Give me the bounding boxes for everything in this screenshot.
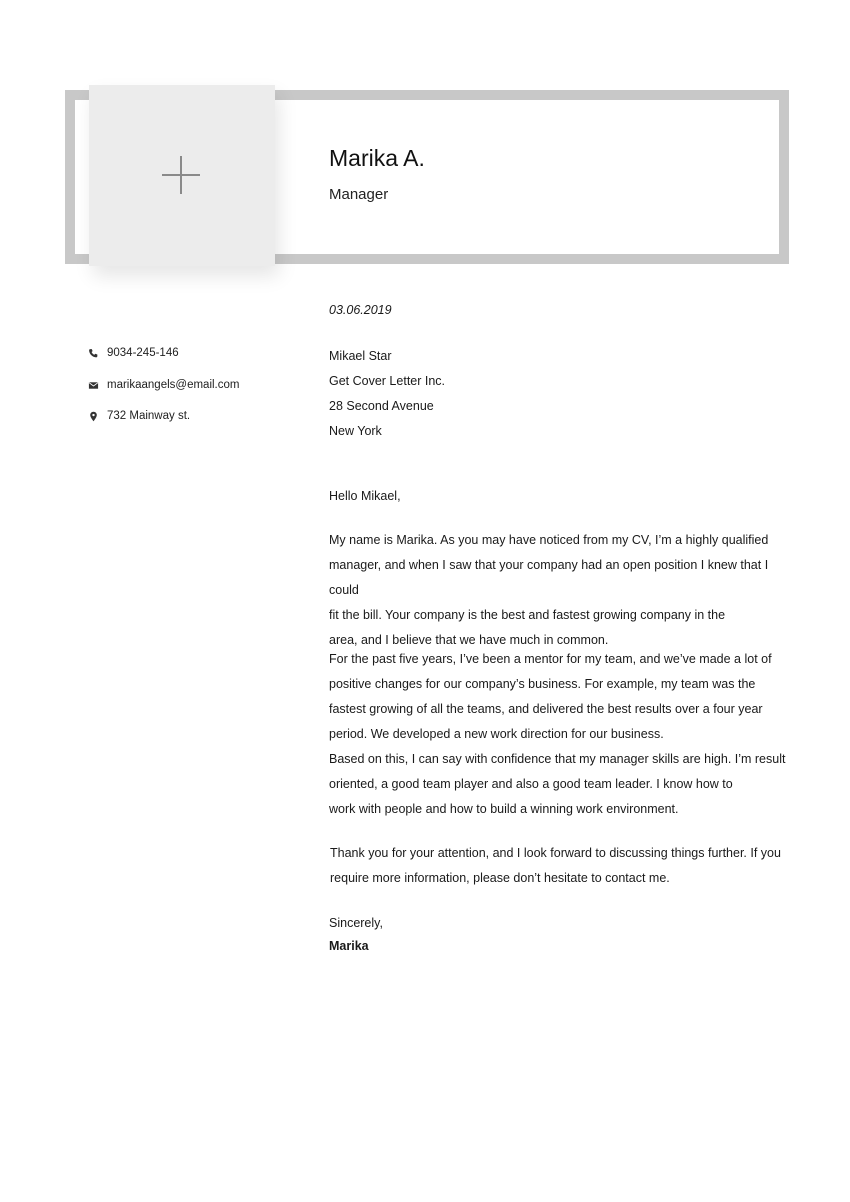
paragraph-line: Based on this, I can say with confidence that my manager skills are high. I’m result: [329, 752, 786, 766]
recipient-street: 28 Second Avenue: [329, 399, 434, 413]
paragraph-line: My name is Marika. As you may have noticed from my CV, I’m a highly qualified: [329, 533, 769, 547]
location-pin-icon: [88, 411, 99, 422]
recipient-company: Get Cover Letter Inc.: [329, 374, 446, 388]
contact-phone-text: 9034-245-146: [107, 347, 179, 359]
paragraph-line: positive changes for our company’s business. For example, my team was the: [329, 677, 756, 691]
paragraph-line: fit the bill. Your company is the best and fastest growing company in the: [329, 608, 726, 622]
letter-paragraph-2: [329, 647, 791, 822]
email-icon: [88, 380, 99, 391]
paragraph-line: manager, and when I saw that your company had an open position I knew that I could: [329, 558, 769, 597]
contact-phone: [88, 347, 179, 359]
contact-address: [88, 410, 190, 422]
recipient-block: [329, 344, 791, 444]
paragraph-line: require more information, please don’t hesitate to contact me.: [330, 871, 670, 885]
candidate-title: Manager: [329, 186, 389, 203]
letter-closing-block: [329, 912, 791, 958]
photo-placeholder[interactable]: [89, 85, 275, 266]
recipient-name: Mikael Star: [329, 349, 392, 363]
paragraph-line: work with people and how to build a winning work environment.: [329, 802, 679, 816]
contact-email: [88, 379, 239, 391]
phone-icon: [88, 348, 99, 359]
letter-date: 03.06.2019: [329, 303, 392, 317]
recipient-city: New York: [329, 424, 382, 438]
paragraph-line: period. We developed a new work direction for our business.: [329, 727, 664, 741]
letter-paragraph-1: [329, 528, 791, 653]
paragraph-line: oriented, a good team player and also a good team leader. I know how to: [329, 777, 733, 791]
letter-greeting: Hello Mikael,: [329, 489, 401, 503]
letter-closing: Sincerely,: [329, 916, 383, 930]
paragraph-line: For the past five years, I’ve been a mentor for my team, and we’ve made a lot of: [329, 652, 772, 666]
contact-email-text: marikaangels@email.com: [107, 379, 240, 391]
letter-signature: Marika: [329, 939, 369, 953]
contact-address-text: 732 Mainway st.: [107, 410, 191, 422]
letter-paragraph-3: [330, 841, 792, 891]
paragraph-line: Thank you for your attention, and I look forward to discussing things further. If you: [330, 846, 781, 860]
paragraph-line: area, and I believe that we have much in common.: [329, 633, 609, 647]
plus-icon: [162, 156, 200, 194]
candidate-name: Marika A.: [329, 145, 425, 171]
paragraph-line: fastest growing of all the teams, and delivered the best results over a four year: [329, 702, 763, 716]
